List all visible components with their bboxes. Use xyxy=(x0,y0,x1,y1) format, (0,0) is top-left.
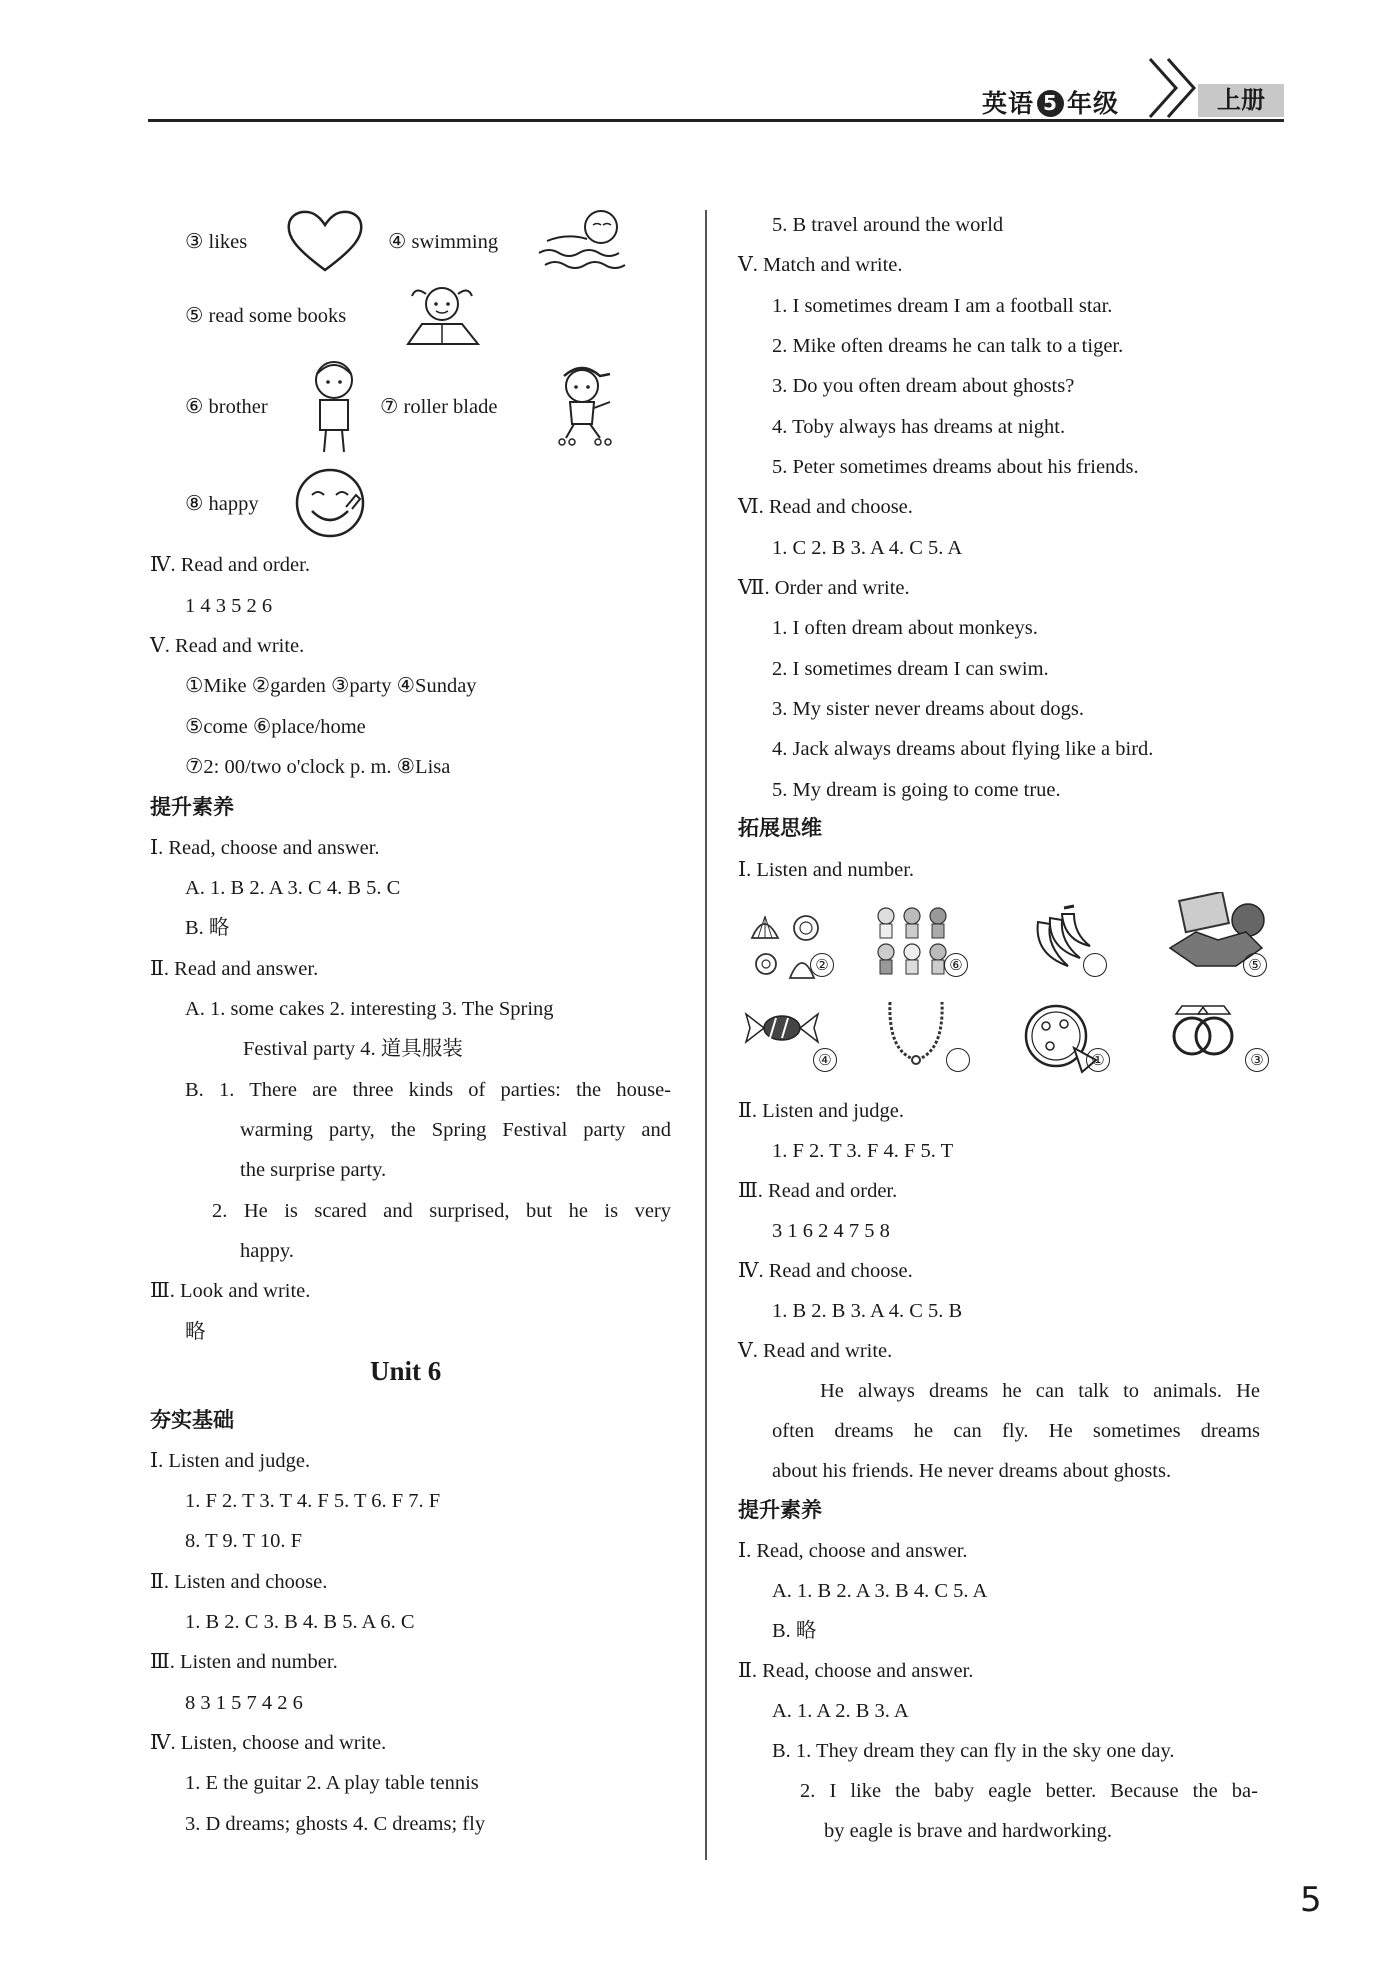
r7-title: Ⅶ. Order and write. xyxy=(738,577,910,599)
s5-line1: ①Mike ②garden ③party ④Sunday xyxy=(185,675,477,697)
r6-answer: 1. C 2. B 3. A 4. C 5. A xyxy=(772,537,963,559)
double-chevron-icon xyxy=(1148,57,1200,119)
t2-b1-1: B. 1. There are three kinds of parties: the house- xyxy=(185,1079,671,1101)
x4-title: Ⅳ. Read and choose. xyxy=(738,1260,913,1282)
stuffed-toys-icon xyxy=(872,902,952,978)
r7-item-3: 3. My sister never dreams about dogs. xyxy=(772,698,1084,720)
tuozhan-head: 拓展思维 xyxy=(738,816,822,840)
subject: 英语 xyxy=(982,89,1035,118)
t1-title: Ⅰ. Read, choose and answer. xyxy=(150,837,380,859)
x5-p2: often dreams he can fly. He sometimes dreams xyxy=(772,1420,1260,1442)
t2-b2-1: 2. He is scared and surprised, but he is very xyxy=(212,1200,671,1222)
r5-item-2: 2. Mike often dreams he can talk to a tiger. xyxy=(772,335,1124,357)
roller-blade-kid-icon xyxy=(548,362,618,448)
necklace-icon xyxy=(884,996,948,1066)
y2-b1: B. 1. They dream they can fly in the sky one day. xyxy=(772,1740,1175,1762)
t3-answer: 略 xyxy=(185,1321,206,1343)
y2-b2-1: 2. I like the baby eagle better. Because the ba- xyxy=(800,1780,1258,1802)
s4-title: Ⅳ. Read and order. xyxy=(150,554,310,576)
swimmer-icon xyxy=(537,205,629,275)
r0: 5. B travel around the world xyxy=(772,214,1004,236)
label-likes: ③ likes xyxy=(185,231,248,253)
y2-title: Ⅱ. Read, choose and answer. xyxy=(738,1660,974,1682)
t2-title: Ⅱ. Read and answer. xyxy=(150,958,319,980)
t2-b1-2: warming party, the Spring Festival party and xyxy=(240,1119,671,1141)
u4-line2: 3. D dreams; ghosts 4. C dreams; fly xyxy=(185,1813,486,1835)
number-circle: ⑤ xyxy=(1243,953,1267,977)
volume-tab: 上册 xyxy=(1198,84,1284,117)
hangshi-head: 夯实基础 xyxy=(150,1408,234,1432)
y1-b: B. 略 xyxy=(772,1620,817,1642)
x3-title: Ⅲ. Read and order. xyxy=(738,1180,898,1202)
r7-item-5: 5. My dream is going to come true. xyxy=(772,779,1061,801)
r5-item-4: 4. Toby always has dreams at night. xyxy=(772,416,1066,438)
y1-a: A. 1. B 2. A 3. B 4. C 5. A xyxy=(772,1580,988,1602)
t2-a1: A. 1. some cakes 2. interesting 3. The Spring xyxy=(185,998,554,1020)
unit-title: Unit 6 xyxy=(370,1356,442,1386)
s5-line2: ⑤come ⑥place/home xyxy=(185,716,366,738)
column-divider xyxy=(705,210,707,1860)
x5-title: Ⅴ. Read and write. xyxy=(738,1340,893,1362)
t2-b2-2: happy. xyxy=(240,1240,294,1262)
t1-a: A. 1. B 2. A 3. C 4. B 5. C xyxy=(185,877,401,899)
candy-icon xyxy=(742,1000,822,1056)
u4-title: Ⅳ. Listen, choose and write. xyxy=(150,1732,387,1754)
girl-reading-icon xyxy=(400,280,484,348)
tisheng-head-left: 提升素养 xyxy=(150,795,234,819)
number-circle: ③ xyxy=(1245,1048,1269,1072)
u1-line1: 1. F 2. T 3. T 4. F 5. T 6. F 7. F xyxy=(185,1490,441,1512)
number-circle: ⑥ xyxy=(944,953,968,977)
r5-title: Ⅴ. Match and write. xyxy=(738,254,903,276)
x2-title: Ⅱ. Listen and judge. xyxy=(738,1100,904,1122)
t2-b1-3: the surprise party. xyxy=(240,1159,387,1181)
heart-icon xyxy=(285,208,365,274)
u1-line2: 8. T 9. T 10. F xyxy=(185,1530,302,1552)
x4-answer: 1. B 2. B 3. A 4. C 5. B xyxy=(772,1300,963,1322)
grade-number: 5 xyxy=(1037,90,1064,117)
tisheng-head-right: 提升素养 xyxy=(738,1498,822,1522)
r6-title: Ⅵ. Read and choose. xyxy=(738,496,913,518)
label-happy: ⑧ happy xyxy=(185,493,259,515)
rings-icon xyxy=(1168,1002,1242,1062)
header-rule xyxy=(148,119,1284,122)
s5-line3: ⑦2: 00/two o'clock p. m. ⑧Lisa xyxy=(185,756,451,778)
r5-item-1: 1. I sometimes dream I am a football star. xyxy=(772,295,1113,317)
number-circle: ④ xyxy=(813,1048,837,1072)
u2-answer: 1. B 2. C 3. B 4. B 5. A 6. C xyxy=(185,1611,415,1633)
label-read-books: ⑤ read some books xyxy=(185,305,347,327)
header-title xyxy=(982,84,1119,120)
u3-title: Ⅲ. Listen and number. xyxy=(150,1651,338,1673)
happy-face-icon xyxy=(294,467,366,539)
x3-answer: 3 1 6 2 4 7 5 8 xyxy=(772,1220,890,1242)
r7-item-4: 4. Jack always dreams about flying like a bird. xyxy=(772,738,1154,760)
boy-icon xyxy=(305,358,363,454)
page-number: 5 xyxy=(1300,1880,1322,1920)
r5-item-3: 3. Do you often dream about ghosts? xyxy=(772,375,1075,397)
label-swimming: ④ swimming xyxy=(388,231,499,253)
x2-answer: 1. F 2. T 3. F 4. F 5. T xyxy=(772,1140,954,1162)
r7-item-1: 1. I often dream about monkeys. xyxy=(772,617,1038,639)
y2-a: A. 1. A 2. B 3. A xyxy=(772,1700,909,1722)
label-brother: ⑥ brother xyxy=(185,396,268,418)
number-circle xyxy=(1083,953,1107,977)
y1-title: Ⅰ. Read, choose and answer. xyxy=(738,1540,968,1562)
x5-p3: about his friends. He never dreams about ghosts. xyxy=(772,1460,1172,1482)
s5-title: Ⅴ. Read and write. xyxy=(150,635,305,657)
grade-suffix: 年级 xyxy=(1067,89,1120,118)
t1-b: B. 略 xyxy=(185,917,230,939)
r5-item-5: 5. Peter sometimes dreams about his friends. xyxy=(772,456,1139,478)
t3-title: Ⅲ. Look and write. xyxy=(150,1280,311,1302)
x1-title: Ⅰ. Listen and number. xyxy=(738,859,915,881)
x5-p1: He always dreams he can talk to animals. He xyxy=(820,1380,1260,1402)
u1-title: Ⅰ. Listen and judge. xyxy=(150,1450,311,1472)
u4-line1: 1. E the guitar 2. A play table tennis xyxy=(185,1772,479,1794)
label-roller-blade: ⑦ roller blade xyxy=(380,396,498,418)
y2-b2-2: by eagle is brave and hardworking. xyxy=(824,1820,1113,1842)
u3-answer: 8 3 1 5 7 4 2 6 xyxy=(185,1692,303,1714)
number-circle xyxy=(946,1048,970,1072)
t2-a2: Festival party 4. 道具服装 xyxy=(243,1038,463,1060)
r7-item-2: 2. I sometimes dream I can swim. xyxy=(772,658,1049,680)
number-circle: ① xyxy=(1086,1048,1110,1072)
u2-title: Ⅱ. Listen and choose. xyxy=(150,1571,328,1593)
s4-answer: 1 4 3 5 2 6 xyxy=(185,595,273,617)
number-circle: ② xyxy=(810,953,834,977)
